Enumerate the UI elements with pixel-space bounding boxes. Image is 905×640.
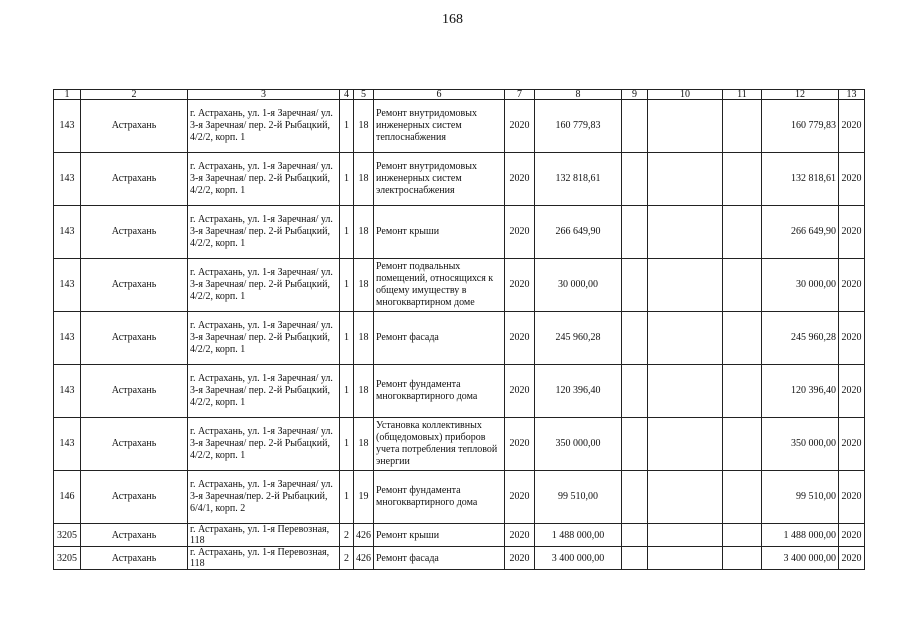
cell-end-year: 2020 [839, 547, 865, 570]
cell-column-10 [648, 259, 723, 312]
cell-house-number: 18 [354, 100, 374, 153]
column-header-6: 6 [374, 90, 505, 100]
cell-column-10 [648, 153, 723, 206]
cell-house-number: 18 [354, 259, 374, 312]
cell-municipality: Астрахань [81, 206, 188, 259]
cell-end-year: 2020 [839, 153, 865, 206]
cell-category: 1 [340, 471, 354, 524]
cell-year: 2020 [505, 365, 535, 418]
cell-column-9 [622, 312, 648, 365]
cell-work-type: Ремонт внутридомовых инженерных систем теплоснабжения [374, 100, 505, 153]
cell-column-11 [723, 312, 762, 365]
cell-cost-total: 30 000,00 [535, 259, 622, 312]
column-header-11: 11 [723, 90, 762, 100]
cell-house-number: 426 [354, 524, 374, 547]
cell-address: г. Астрахань, ул. 1-я Заречная/ ул. 3-я Заречная/пер. 2-й Рыбацкий, 6/4/1, корп. 2 [188, 471, 340, 524]
cell-column-9 [622, 206, 648, 259]
cell-house-number: 18 [354, 418, 374, 471]
capital-repair-table [53, 89, 865, 570]
cell-cost-total: 3 400 000,00 [535, 547, 622, 570]
cell-column-11 [723, 206, 762, 259]
cell-category: 1 [340, 153, 354, 206]
column-header-1: 1 [54, 90, 81, 100]
cell-cost-total: 266 649,90 [535, 206, 622, 259]
cell-year: 2020 [505, 471, 535, 524]
cell-year: 2020 [505, 100, 535, 153]
cell-work-type: Ремонт подвальных помещений, относящихся к общему имуществу в многоквартирном доме [374, 259, 505, 312]
cell-category: 1 [340, 418, 354, 471]
cell-column-9 [622, 365, 648, 418]
cell-work-type: Ремонт внутридомовых инженерных систем электроснабжения [374, 153, 505, 206]
cell-year: 2020 [505, 524, 535, 547]
cell-record-number: 3205 [54, 524, 81, 547]
cell-column-11 [723, 153, 762, 206]
table-row [54, 365, 865, 418]
cell-column-10 [648, 547, 723, 570]
cell-column-11 [723, 547, 762, 570]
cell-cost-fund: 350 000,00 [762, 418, 839, 471]
cell-year: 2020 [505, 418, 535, 471]
cell-record-number: 3205 [54, 547, 81, 570]
table-row [54, 524, 865, 547]
cell-cost-fund: 160 779,83 [762, 100, 839, 153]
cell-house-number: 18 [354, 206, 374, 259]
cell-address: г. Астрахань, ул. 1-я Перевозная, 118 [188, 524, 340, 547]
cell-column-10 [648, 418, 723, 471]
cell-record-number: 146 [54, 471, 81, 524]
cell-column-11 [723, 524, 762, 547]
column-header-5: 5 [354, 90, 374, 100]
cell-work-type: Установка коллективных (общедомовых) приборов учета потребления тепловой энергии [374, 418, 505, 471]
cell-cost-fund: 30 000,00 [762, 259, 839, 312]
cell-work-type: Ремонт крыши [374, 524, 505, 547]
cell-municipality: Астрахань [81, 365, 188, 418]
cell-municipality: Астрахань [81, 418, 188, 471]
cell-column-9 [622, 259, 648, 312]
column-header-8: 8 [535, 90, 622, 100]
cell-cost-total: 245 960,28 [535, 312, 622, 365]
page-number: 168 [442, 12, 463, 27]
cell-address: г. Астрахань, ул. 1-я Заречная/ ул. 3-я Заречная/ пер. 2-й Рыбацкий, 4/2/2, корп. 1 [188, 259, 340, 312]
cell-work-type: Ремонт фундамента многоквартирного дома [374, 471, 505, 524]
cell-work-type: Ремонт фундамента многоквартирного дома [374, 365, 505, 418]
cell-municipality: Астрахань [81, 547, 188, 570]
cell-column-10 [648, 100, 723, 153]
column-header-13: 13 [839, 90, 865, 100]
cell-cost-total: 132 818,61 [535, 153, 622, 206]
cell-municipality: Астрахань [81, 100, 188, 153]
cell-category: 2 [340, 547, 354, 570]
table-row [54, 153, 865, 206]
cell-house-number: 19 [354, 471, 374, 524]
table-row [54, 100, 865, 153]
cell-house-number: 426 [354, 547, 374, 570]
cell-municipality: Астрахань [81, 312, 188, 365]
cell-municipality: Астрахань [81, 153, 188, 206]
cell-year: 2020 [505, 312, 535, 365]
cell-column-11 [723, 418, 762, 471]
table-row [54, 259, 865, 312]
cell-year: 2020 [505, 206, 535, 259]
table-row [54, 547, 865, 570]
header-row [54, 90, 865, 100]
column-header-2: 2 [81, 90, 188, 100]
cell-column-10 [648, 206, 723, 259]
cell-category: 1 [340, 206, 354, 259]
cell-end-year: 2020 [839, 206, 865, 259]
cell-category: 1 [340, 259, 354, 312]
cell-column-9 [622, 100, 648, 153]
cell-address: г. Астрахань, ул. 1-я Заречная/ ул. 3-я Заречная/ пер. 2-й Рыбацкий, 4/2/2, корп. 1 [188, 312, 340, 365]
cell-address: г. Астрахань, ул. 1-я Заречная/ ул. 3-я Заречная/ пер. 2-й Рыбацкий, 4/2/2, корп. 1 [188, 153, 340, 206]
cell-cost-total: 160 779,83 [535, 100, 622, 153]
cell-year: 2020 [505, 153, 535, 206]
cell-column-10 [648, 312, 723, 365]
cell-work-type: Ремонт фасада [374, 547, 505, 570]
cell-column-10 [648, 524, 723, 547]
cell-house-number: 18 [354, 365, 374, 418]
cell-work-type: Ремонт фасада [374, 312, 505, 365]
cell-house-number: 18 [354, 153, 374, 206]
table-body [54, 100, 865, 570]
cell-cost-fund: 245 960,28 [762, 312, 839, 365]
cell-municipality: Астрахань [81, 524, 188, 547]
column-header-10: 10 [648, 90, 723, 100]
cell-cost-fund: 266 649,90 [762, 206, 839, 259]
column-header-4: 4 [340, 90, 354, 100]
table-row [54, 418, 865, 471]
cell-cost-total: 1 488 000,00 [535, 524, 622, 547]
cell-category: 1 [340, 365, 354, 418]
cell-cost-fund: 99 510,00 [762, 471, 839, 524]
cell-house-number: 18 [354, 312, 374, 365]
cell-column-10 [648, 471, 723, 524]
cell-record-number: 143 [54, 418, 81, 471]
column-header-9: 9 [622, 90, 648, 100]
cell-municipality: Астрахань [81, 471, 188, 524]
cell-end-year: 2020 [839, 418, 865, 471]
cell-address: г. Астрахань, ул. 1-я Заречная/ ул. 3-я Заречная/ пер. 2-й Рыбацкий, 4/2/2, корп. 1 [188, 365, 340, 418]
cell-end-year: 2020 [839, 524, 865, 547]
cell-category: 1 [340, 100, 354, 153]
cell-column-11 [723, 365, 762, 418]
cell-record-number: 143 [54, 153, 81, 206]
cell-cost-fund: 3 400 000,00 [762, 547, 839, 570]
cell-column-9 [622, 153, 648, 206]
cell-column-10 [648, 365, 723, 418]
table-row [54, 206, 865, 259]
cell-column-9 [622, 547, 648, 570]
cell-address: г. Астрахань, ул. 1-я Заречная/ ул. 3-я Заречная/ пер. 2-й Рыбацкий, 4/2/2, корп. 1 [188, 206, 340, 259]
table-header [54, 90, 865, 100]
cell-record-number: 143 [54, 365, 81, 418]
cell-municipality: Астрахань [81, 259, 188, 312]
cell-record-number: 143 [54, 259, 81, 312]
column-header-3: 3 [188, 90, 340, 100]
cell-address: г. Астрахань, ул. 1-я Заречная/ ул. 3-я Заречная/ пер. 2-й Рыбацкий, 4/2/2, корп. 1 [188, 100, 340, 153]
cell-end-year: 2020 [839, 259, 865, 312]
cell-column-11 [723, 259, 762, 312]
cell-category: 2 [340, 524, 354, 547]
cell-category: 1 [340, 312, 354, 365]
cell-record-number: 143 [54, 312, 81, 365]
table-row [54, 312, 865, 365]
cell-cost-total: 120 396,40 [535, 365, 622, 418]
cell-cost-fund: 1 488 000,00 [762, 524, 839, 547]
cell-work-type: Ремонт крыши [374, 206, 505, 259]
cell-column-9 [622, 524, 648, 547]
cell-cost-total: 99 510,00 [535, 471, 622, 524]
cell-cost-fund: 132 818,61 [762, 153, 839, 206]
cell-address: г. Астрахань, ул. 1-я Перевозная, 118 [188, 547, 340, 570]
cell-record-number: 143 [54, 206, 81, 259]
cell-column-11 [723, 100, 762, 153]
column-header-12: 12 [762, 90, 839, 100]
cell-record-number: 143 [54, 100, 81, 153]
column-header-7: 7 [505, 90, 535, 100]
cell-column-9 [622, 471, 648, 524]
cell-year: 2020 [505, 547, 535, 570]
cell-column-9 [622, 418, 648, 471]
cell-cost-total: 350 000,00 [535, 418, 622, 471]
table-row [54, 471, 865, 524]
cell-address: г. Астрахань, ул. 1-я Заречная/ ул. 3-я Заречная/ пер. 2-й Рыбацкий, 4/2/2, корп. 1 [188, 418, 340, 471]
cell-end-year: 2020 [839, 365, 865, 418]
cell-column-11 [723, 471, 762, 524]
cell-end-year: 2020 [839, 312, 865, 365]
cell-end-year: 2020 [839, 471, 865, 524]
cell-year: 2020 [505, 259, 535, 312]
cell-cost-fund: 120 396,40 [762, 365, 839, 418]
cell-end-year: 2020 [839, 100, 865, 153]
